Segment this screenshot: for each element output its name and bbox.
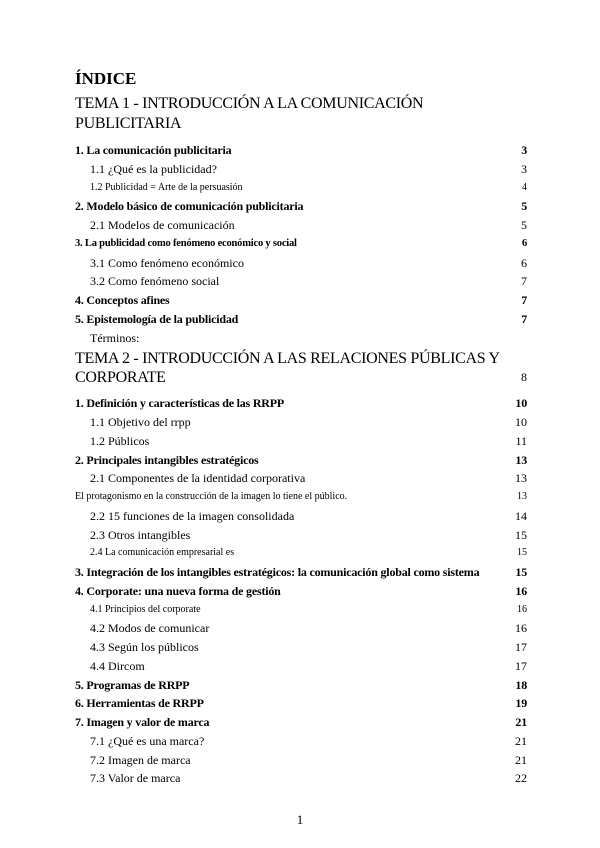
- toc-entry[interactable]: [75, 179, 527, 198]
- toc-entry[interactable]: [75, 488, 527, 507]
- toc-entry-title: 2.2 15 funciones de la imagen consolidada: [90, 508, 295, 523]
- toc-entry-title: 2. Principales intangibles estratégicos: [75, 452, 259, 467]
- toc-entry-title: 4. Conceptos afines: [75, 293, 170, 307]
- tema2-title-line1: TEMA 2 - INTRODUCCIÓN A LAS RELACIONES PÚBLICAS Y: [75, 350, 500, 368]
- toc-entry-title: 4.4 Dircom: [90, 658, 145, 673]
- toc-entry-title: 1.2 Publicidad = Arte de la persuasión: [90, 181, 243, 193]
- toc-entry[interactable]: [75, 694, 527, 713]
- toc-entry-page: 17: [515, 658, 527, 673]
- toc-entry[interactable]: [75, 235, 527, 254]
- toc-entry-title: 1.1 ¿Qué es la publicidad?: [90, 161, 217, 176]
- toc-entry-title: 5. Programas de RRPP: [75, 677, 190, 692]
- toc-entry-page: 22: [515, 771, 527, 786]
- toc-entry[interactable]: [75, 329, 527, 348]
- toc-entry-title: 4.1 Principios del corporate: [90, 603, 201, 615]
- toc-entry-page: 7: [521, 293, 527, 307]
- toc-entry[interactable]: [75, 291, 527, 310]
- toc-entry-title: 7.1 ¿Qué es una marca?: [90, 733, 205, 748]
- toc-entry[interactable]: [75, 601, 527, 620]
- toc-entry-page: 14: [515, 508, 527, 523]
- toc-entry[interactable]: [75, 638, 527, 657]
- toc-entry-title: 2.3 Otros intangibles: [90, 527, 191, 542]
- toc-entry-page: 11: [515, 433, 527, 448]
- toc-entry-title: 4.3 Según los públicos: [90, 640, 199, 654]
- toc-entry-page: 5: [521, 218, 527, 232]
- toc-entry[interactable]: [75, 769, 527, 788]
- page-number: 1: [296, 812, 304, 827]
- toc-entry-title: 3. La publicidad como fenómeno económico y social: [75, 237, 297, 249]
- toc-entry[interactable]: [75, 413, 527, 432]
- toc-entry-page: 3: [521, 143, 527, 157]
- toc-entry-page: 15: [517, 547, 527, 559]
- toc-entry[interactable]: [75, 272, 527, 291]
- toc-entry[interactable]: [75, 451, 527, 470]
- toc-entry-title: 2.1 Modelos de comunicación: [90, 218, 235, 232]
- toc-entry[interactable]: [75, 526, 527, 545]
- toc-entry-title: Términos:: [90, 330, 140, 345]
- toc-entry-page: 17: [515, 640, 527, 654]
- toc-entry-title: 3.1 Como fenómeno económico: [90, 255, 244, 270]
- toc-entry[interactable]: [75, 507, 527, 526]
- toc-entry-title: 4. Corporate: una nueva forma de gestión: [75, 583, 281, 598]
- toc-entry-title: 7. Imagen y valor de marca: [75, 715, 210, 729]
- toc-entry[interactable]: [75, 563, 527, 582]
- toc-entry-page: 13: [515, 452, 527, 467]
- toc-entry-page: 21: [515, 715, 527, 729]
- toc-entry-title: El protagonismo en la construcción de la imagen lo tiene el público.: [75, 491, 348, 502]
- toc-entry-page: 21: [515, 752, 527, 767]
- toc-entry[interactable]: [75, 619, 527, 638]
- toc-entry-page: 6: [521, 237, 527, 249]
- toc-entry-title: 2. Modelo básico de comunicación publicitaria: [75, 199, 304, 214]
- toc-entry-page: 16: [515, 621, 527, 636]
- toc-entry-title: 7.2 Imagen de marca: [90, 752, 191, 767]
- toc-entry-title: 4.2 Modos de comunicar: [90, 621, 210, 636]
- toc-entry-page: 13: [517, 491, 527, 502]
- toc-entry[interactable]: [75, 216, 527, 235]
- toc-entry-page: 10: [515, 396, 527, 411]
- toc-entry[interactable]: [75, 254, 527, 273]
- toc-entry-title: 1.2 Públicos: [90, 433, 150, 448]
- toc-entry-page: 19: [515, 696, 527, 711]
- toc-entry[interactable]: [75, 469, 527, 488]
- toc-entry-title: 7.3 Valor de marca: [90, 771, 181, 786]
- toc-entry-page: 15: [515, 565, 527, 579]
- toc-entry-page: 16: [515, 583, 527, 598]
- toc-entry-page: 5: [521, 199, 527, 214]
- toc-entry[interactable]: [75, 657, 527, 676]
- tema2-title-line2: CORPORATE: [75, 369, 166, 387]
- toc-entry-title: 1. Definición y características de las RRPP: [75, 396, 285, 411]
- toc-entry-page: 16: [517, 603, 527, 615]
- toc-entry-title: 6. Herramientas de RRPP: [75, 696, 204, 711]
- toc-entry[interactable]: [75, 432, 527, 451]
- toc-entry[interactable]: [75, 676, 527, 695]
- toc-entry-page: 21: [515, 733, 527, 748]
- toc-entry-title: 5. Epistemología de la publicidad: [75, 311, 239, 326]
- toc-entry[interactable]: [75, 160, 527, 179]
- toc-entry-page: 7: [521, 274, 527, 289]
- toc-entry-page: 6: [521, 255, 527, 270]
- toc-entry-page: 7: [521, 311, 527, 326]
- toc-entry[interactable]: [75, 141, 527, 160]
- index-title: ÍNDICE: [75, 69, 137, 88]
- toc-entry-title: 1. La comunicación publicitaria: [75, 143, 232, 157]
- tema2-toc: [75, 394, 527, 788]
- tema1-title: TEMA 1 - INTRODUCCIÓN A LA COMUNICACIÓN PUBLICITARIA: [75, 95, 424, 132]
- toc-entry[interactable]: [75, 751, 527, 770]
- tema2-title-text: [75, 349, 513, 387]
- toc-entry[interactable]: [75, 544, 527, 563]
- toc-entry[interactable]: [75, 713, 527, 732]
- toc-entry[interactable]: [75, 197, 527, 216]
- tema2-title: [75, 349, 527, 387]
- toc-entry[interactable]: [75, 732, 527, 751]
- toc-entry-title: 3.2 Como fenómeno social: [90, 274, 220, 289]
- toc-entry-title: 1.1 Objetivo del rrpp: [90, 415, 191, 429]
- toc-entry-page: 15: [515, 527, 527, 542]
- toc-entry-page: 13: [515, 471, 527, 486]
- tema1-toc: [75, 141, 527, 347]
- toc-entry[interactable]: [75, 394, 527, 413]
- toc-entry[interactable]: [75, 582, 527, 601]
- toc-entry-title: 2.4 La comunicación empresarial es: [90, 547, 235, 559]
- toc-entry-page: 10: [515, 415, 527, 429]
- toc-entry-title: 3. Integración de los intangibles estratégicos: la comunicación global como sistema: [75, 565, 480, 579]
- toc-entry-page: 3: [521, 161, 527, 176]
- toc-entry[interactable]: [75, 310, 527, 329]
- tema2-page: 8: [521, 370, 527, 385]
- toc-entry-page: 18: [515, 677, 527, 692]
- toc-entry-title: 2.1 Componentes de la identidad corporativa: [90, 471, 306, 486]
- toc-entry-page: 4: [522, 181, 527, 193]
